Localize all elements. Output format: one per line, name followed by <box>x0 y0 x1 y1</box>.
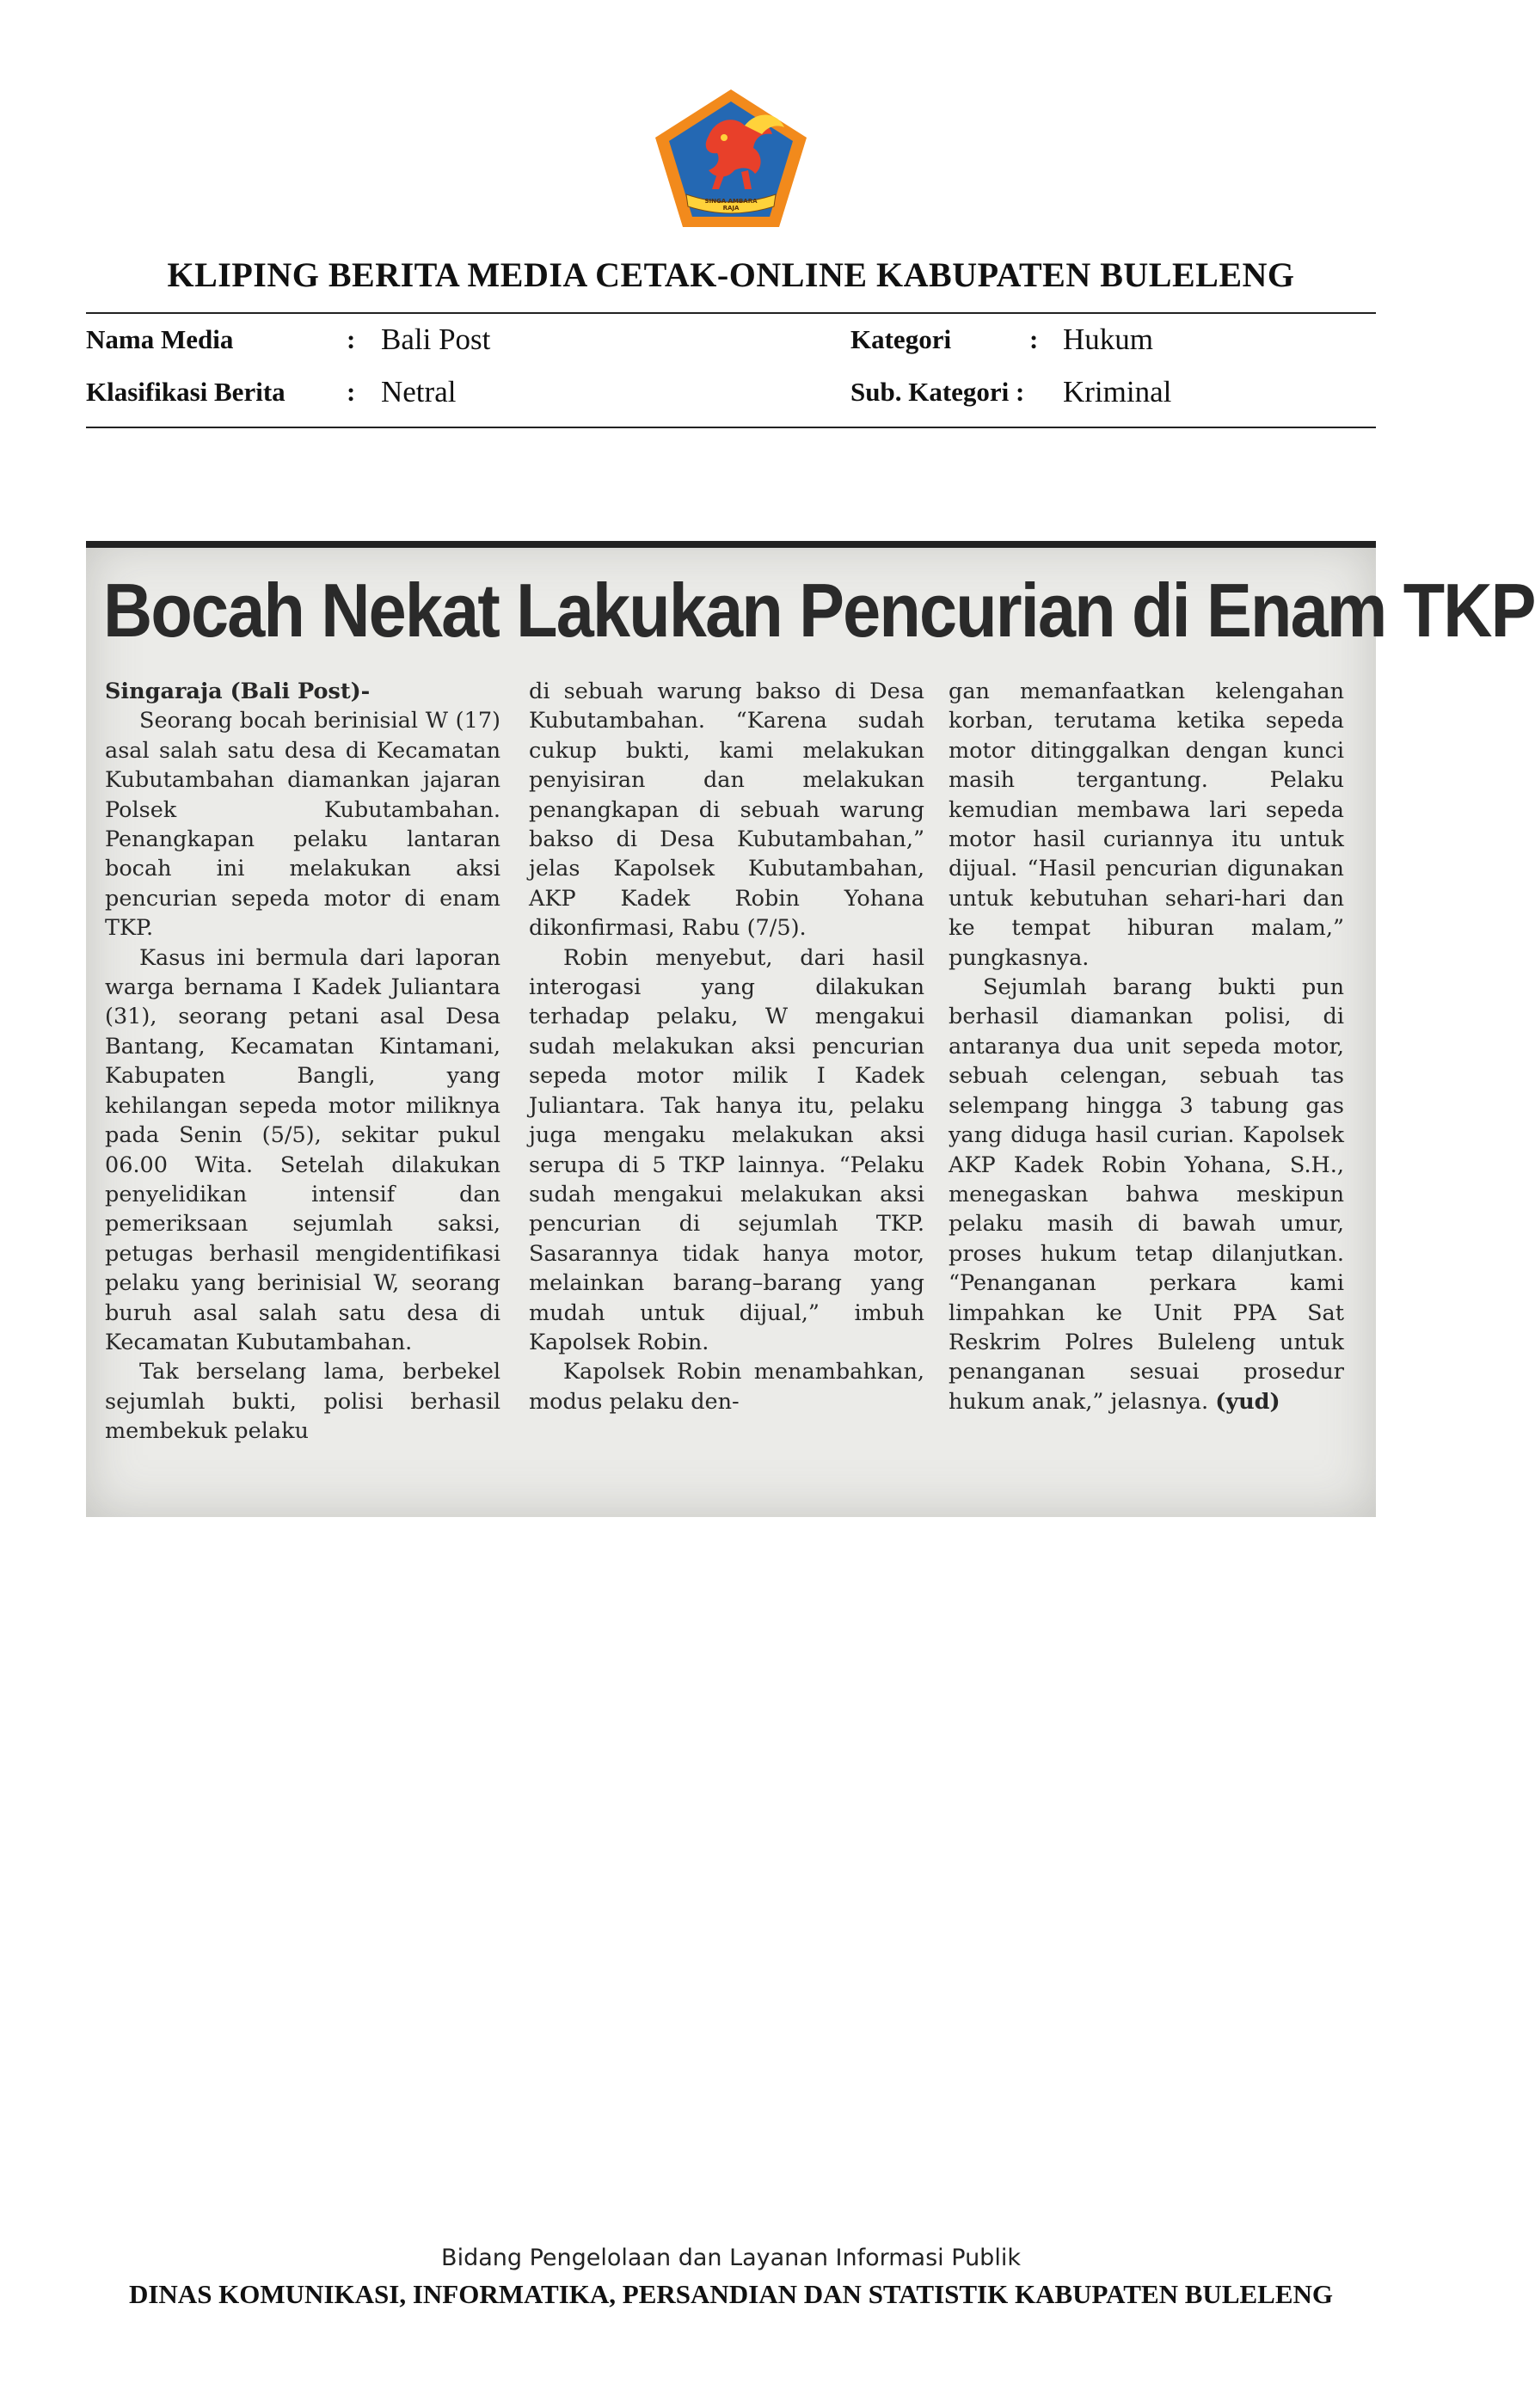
article-column-1 <box>105 677 500 1447</box>
media-colon: : <box>347 324 356 354</box>
document-title: KLIPING BERITA MEDIA CETAK-ONLINE KABUPATEN BULELENG <box>167 255 1295 294</box>
media-label: Nama Media <box>86 324 234 354</box>
subkategori-value: Kriminal <box>1063 375 1172 408</box>
article-paragraph-last <box>949 973 1344 1416</box>
article-paragraph: Sejumlah barang bukti pun berhasil diamankan polisi, di antaranya dua unit sepeda motor, sebuah celengan, sebuah tas selempang hingga 3 tabung gas yang diduga hasil curian. Kapolsek AKP Kadek Robin Yohana, S.H., menegaskan bahwa meskipun pelaku masih di bawah umur, proses hukum tetap dilanjutkan. “Penanganan perkara kami limpahkan ke Unit PPA Sat Reskrim Polres Buleleng untuk penanganan sesuai prosedur hukum anak,” jelasnya. <box>949 974 1344 1415</box>
article-paragraph: Tak berselang lama, berbekel sejumlah bukti, polisi berhasil membekuk pelaku <box>105 1359 500 1445</box>
article-column-3 <box>949 677 1344 1416</box>
klasifikasi-value: Netral <box>381 375 457 408</box>
footer-subtitle: Bidang Pengelolaan dan Layanan Informasi Publik <box>441 2245 1021 2271</box>
footer-title: DINAS KOMUNIKASI, INFORMATIKA, PERSANDIAN DAN STATISTIK KABUPATEN BULELENG <box>128 2279 1334 2309</box>
article-paragraph: Seorang bocah berinisial W (17) asal salah satu desa di Kecamatan Kubutambahan diamankan jajaran Polsek Kubutambahan. Penangkapan pelaku lantaran bocah ini melakukan aksi pencurian sepeda motor di enam TKP. <box>105 708 500 942</box>
news-clipping <box>86 541 1535 1517</box>
article-headline: Bocah Nekat Lakukan Pencurian di Enam TKP <box>103 568 1535 653</box>
klasifikasi-colon: : <box>347 377 356 407</box>
article-column-2 <box>529 677 924 1416</box>
author-credit: (yud) <box>1215 1388 1280 1415</box>
kategori-value: Hukum <box>1063 322 1153 356</box>
media-value: Bali Post <box>381 322 491 356</box>
article-paragraph: Kapolsek Robin menambahkan, modus pelaku den- <box>529 1359 924 1415</box>
subkategori-label: Sub. Kategori : <box>850 377 1025 407</box>
kategori-label: Kategori <box>850 324 952 354</box>
klasifikasi-label: Klasifikasi Berita <box>86 377 286 407</box>
article-paragraph: Robin menyebut, dari hasil interogasi yang dilakukan terhadap pelaku, W mengakui sudah melakukan aksi pencurian sepeda motor milik I Kadek Juliantara. Tak hanya itu, pelaku juga mengaku melakukan aksi serupa di 5 TKP lainnya. “Pelaku sudah mengakui melakukan aksi pencurian di sejumlah TKP. Sasarannya tidak hanya motor, melainkan barang–barang yang mudah untuk dijual,” imbuh Kapolsek Robin. <box>529 944 924 1355</box>
article-paragraph: gan memanfaatkan kelengahan korban, terutama ketika sepeda motor ditinggalkan dengan kunci masih tergantung. Pelaku kemudian membawa lari sepeda motor hasil curiannya itu untuk dijual. “Hasil pencurian digunakan untuk kebutuhan sehari-hari dan ke tempat hiburan malam,” pungkasnya. <box>949 679 1344 971</box>
article-paragraph: Kasus ini bermula dari laporan warga bernama I Kadek Juliantara (31), seorang petani asal Desa Bantang, Kecamatan Kintamani, Kabupaten Bangli, yang kehilangan sepeda motor miliknya pada Senin (5/5), sekitar pukul 06.00 Wita. Setelah dilakukan penyelidikan intensif dan pemeriksaan sejumlah saksi, petugas berhasil mengidentifikasi pelaku yang berinisial W, seorang buruh asal salah satu desa di Kecamatan Kubutambahan. <box>105 944 500 1355</box>
article-paragraph: di sebuah warung bakso di Desa Kubutambahan. “Karena sudah cukup bukti, kami melakukan penyisiran dan melakukan penangkapan di sebuah warung bakso di Desa Kubutambahan,” jelas Kapolsek Kubutambahan, AKP Kadek Robin Yohana dikonfirmasi, Rabu (7/5). <box>529 679 924 942</box>
bottom-divider <box>86 427 1376 428</box>
regency-crest-icon <box>648 84 814 232</box>
logo-banner-text: SINGA AMBARA RAJA <box>704 198 758 212</box>
article-dateline: Singaraja (Bali Post)- <box>105 679 371 704</box>
top-divider <box>86 312 1376 314</box>
kategori-colon: : <box>1029 324 1039 354</box>
